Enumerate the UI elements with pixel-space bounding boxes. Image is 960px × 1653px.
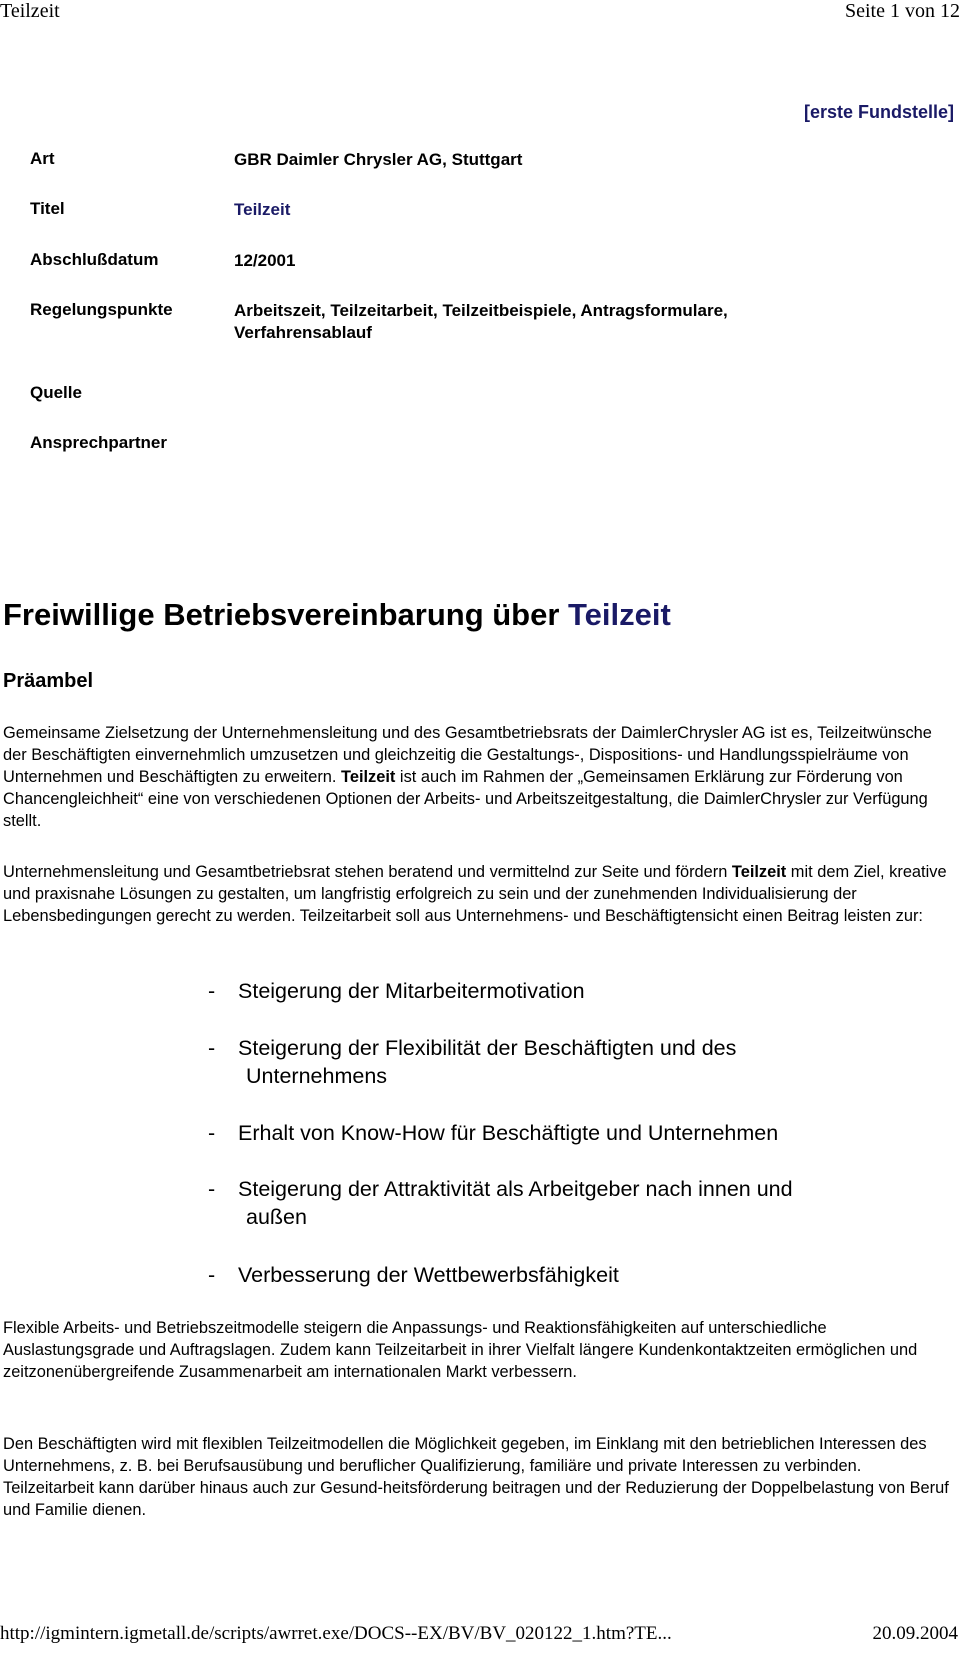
bullet-item xyxy=(208,1261,928,1289)
meta-abschlussdatum-value: 12/2001 xyxy=(234,251,296,270)
paragraph-2-bold: Teilzeit xyxy=(731,863,787,881)
paragraph-2-text-a: Unternehmensleitung und Gesamtbetriebsrat stehen beratend und vermittelnd zur Seite und fördern xyxy=(3,863,732,881)
meta-quelle-label: Quelle xyxy=(30,383,82,402)
meta-art-label: Art xyxy=(30,149,55,168)
page-header-title: Teilzeit xyxy=(0,0,60,22)
bullet-dash: - xyxy=(208,979,216,1003)
bullet-item xyxy=(208,977,928,1005)
meta-art-value: GBR Daimler Chrysler AG, Stuttgart xyxy=(234,150,523,169)
paragraph-1-text-a: Gemeinsame Zielsetzung der Unternehmensleitung und des Gesamtbetriebsrats der DaimlerChrysler AG ist es, Teilzeitwünsche der Beschäftigten einvernehmlich umzusetzen und gleichzeitig die Gestaltungs-, Dispositions- und Handlungsspielräume von Unternehmen und Beschäftigten zu erweitern. xyxy=(3,724,932,786)
paragraph-1-text-b: ist auch im Rahmen der „Gemeinsamen Erklärung zur Förderung von Chancengleichheit“ eine von verschiedenen Optionen der Arbeits- und Arbeitszeitgestaltung, die DaimlerChrysler zur Verfügung stellt. xyxy=(3,768,928,830)
bullet-text: Verbesserung der Wettbewerbsfähigkeit xyxy=(238,1263,619,1287)
meta-titel-label: Titel xyxy=(30,199,65,218)
bullet-text: Steigerung der Mitarbeitermotivation xyxy=(238,979,585,1003)
bullet-item xyxy=(208,1119,928,1147)
meta-regelungspunkte-label: Regelungspunkte xyxy=(30,300,173,319)
bullet-text: Steigerung der Attraktivität als Arbeitgeber nach innen und xyxy=(238,1177,793,1201)
meta-titel-value: Teilzeit xyxy=(234,200,291,219)
paragraph-2 xyxy=(3,861,953,927)
meta-ansprechpartner-label: Ansprechpartner xyxy=(30,433,167,452)
meta-regelungspunkte-value xyxy=(234,300,934,344)
meta-abschlussdatum-label: Abschlußdatum xyxy=(30,250,159,269)
bullet-item xyxy=(208,1034,928,1090)
bullet-text: Steigerung der Flexibilität der Beschäftigten und des xyxy=(238,1036,737,1060)
main-heading xyxy=(3,597,671,633)
bullet-dash: - xyxy=(208,1121,216,1145)
bullet-dash: - xyxy=(208,1263,216,1287)
bullet-text-continued: Unternehmens xyxy=(246,1064,388,1088)
bullet-dash: - xyxy=(208,1177,216,1201)
paragraph-1-bold: Teilzeit xyxy=(341,768,396,786)
main-heading-text: Freiwillige Betriebsvereinbarung über xyxy=(3,597,569,632)
bullet-dash: - xyxy=(208,1036,216,1060)
footer-url: http://igmintern.igmetall.de/scripts/awrret.exe/DOCS--EX/BV/BV_020122_1.htm?TE... xyxy=(0,1623,672,1644)
main-heading-highlight: Teilzeit xyxy=(568,597,671,632)
erste-fundstelle-link[interactable]: [erste Fundstelle] xyxy=(803,102,954,122)
paragraph-1 xyxy=(3,722,953,832)
bullet-item xyxy=(208,1175,928,1231)
paragraph-2-text-b: mit dem Ziel, kreative und praxisnahe Lösungen zu gestalten, um langfristig erfolgreich zu sein und der zunehmenden Individualisierung der Lebensbedingungen gerecht zu werden. Teilzeitarbeit soll aus Unternehmens- und Beschäftigtensicht einen Beitrag leisten zur: xyxy=(3,863,947,925)
paragraph-4: Den Beschäftigten wird mit flexiblen Teilzeitmodellen die Möglichkeit gegeben, im Einklang mit den betrieblichen Interessen des Unternehmens, z. B. bei Berufsausübung und beruflicher Qualifizierung, familiäre und private Interessen zu verbinden. Teilzeitarbeit kann darüber hinaus auch zur Gesund-heitsförderung beitragen und der Reduzierung der Doppelbelastung von Beruf und Familie dienen. xyxy=(3,1435,949,1519)
bullet-text: Erhalt von Know-How für Beschäftigte und Unternehmen xyxy=(238,1121,779,1145)
paragraph-3: Flexible Arbeits- und Betriebszeitmodelle steigern die Anpassungs- und Reaktionsfähigkeiten auf unterschiedliche Auslastungsgrade und Auftragslagen. Zudem kann Teilzeitarbeit in ihrer Vielfalt längere Kundenkontaktzeiten ermöglichen und zeitzonenübergreifende Zusammenarbeit am internationalen Markt verbessern. xyxy=(3,1319,918,1381)
page-header-page-number: Seite 1 von 12 xyxy=(845,0,960,22)
regelungspunkte-line-1: Arbeitszeit, Teilzeitarbeit, Teilzeitbeispiele, Antragsformulare, xyxy=(234,301,728,320)
regelungspunkte-line-2: Verfahrensablauf xyxy=(234,323,372,342)
bullet-text-continued: außen xyxy=(246,1205,307,1229)
footer-date: 20.09.2004 xyxy=(872,1623,958,1644)
praeambel-heading: Präambel xyxy=(3,670,94,692)
